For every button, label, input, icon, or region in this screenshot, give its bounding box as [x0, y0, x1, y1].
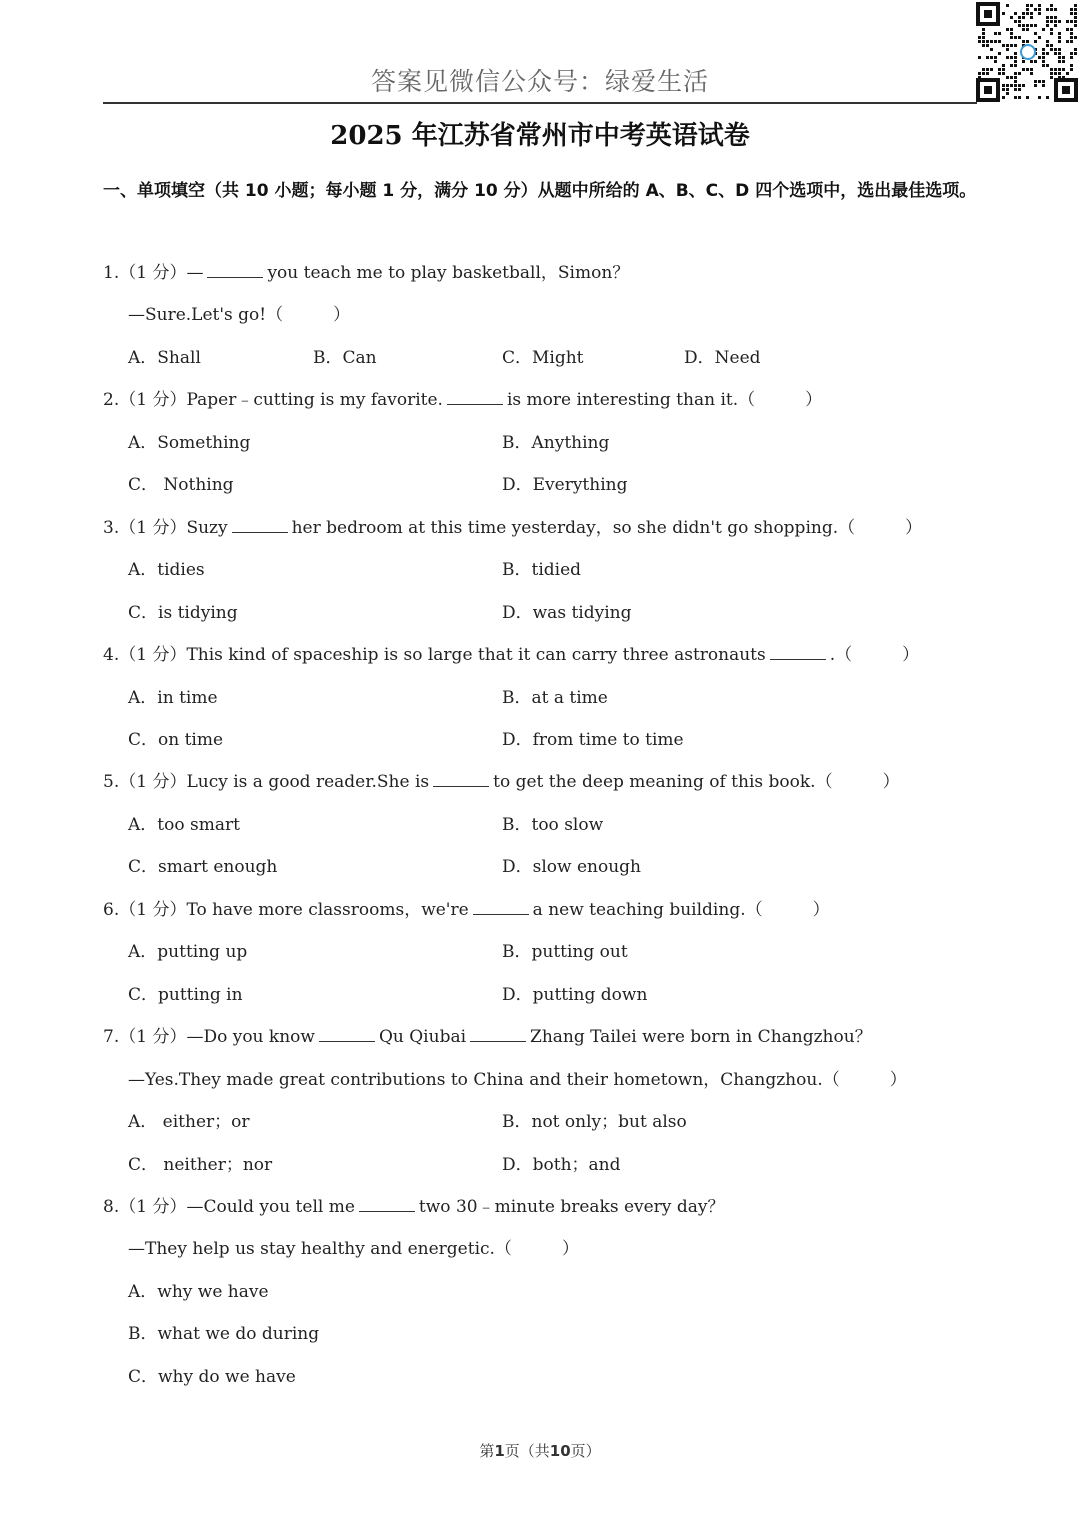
answer-blank: [470, 1027, 526, 1042]
answer-blank: [232, 518, 288, 533]
option-a: A．too smart: [128, 815, 240, 835]
question-number: 2.（1 分）: [103, 390, 187, 410]
question-1-reply: —Sure.Let's go!（ ）: [128, 305, 351, 325]
option-c: C． Nothing: [128, 475, 234, 495]
option-b: B．what we do during: [128, 1324, 320, 1344]
option-b: B．putting out: [502, 942, 628, 962]
option-c: C．on time: [128, 730, 224, 750]
question-number: 1.（1 分）: [103, 263, 187, 283]
option-d: D．was tidying: [502, 603, 632, 623]
question-number: 7.（1 分）: [103, 1027, 187, 1047]
header-divider: [103, 102, 977, 104]
option-c: C．Might: [502, 348, 584, 368]
exam-title: 2025 年江苏省常州市中考英语试卷: [330, 121, 750, 151]
option-b: B．not only；but also: [502, 1112, 687, 1132]
option-d: D．from time to time: [502, 730, 684, 750]
option-b: B．Anything: [502, 433, 610, 453]
question-5-stem: 5.（1 分）Lucy is a good reader.She is to get the deep meaning of this book.（ ）: [103, 772, 900, 792]
answer-blank: [433, 772, 489, 787]
question-7-stem: 7.（1 分）—Do you know Qu Qiubai Zhang Tailei were born in Changzhou？: [103, 1027, 872, 1047]
qr-code-icon: [976, 2, 1078, 102]
current-page: 1: [494, 1442, 505, 1460]
option-a: A．putting up: [128, 942, 248, 962]
option-b: B．tidied: [502, 560, 582, 580]
question-7-reply: —Yes.They made great contributions to China and their hometown，Changzhou.（ ）: [128, 1070, 907, 1090]
option-c: C．is tidying: [128, 603, 238, 623]
option-b: B．Can: [313, 348, 377, 368]
header-text: 答案见微信公众号：绿爱生活: [370, 67, 709, 96]
section-instruction: 一、单项填空（共 10 小题；每小题 1 分，满分 10 分）从题中所给的 A、B、C、D 四个选项中，选出最佳选项。: [103, 181, 977, 201]
option-c: C．why do we have: [128, 1367, 296, 1387]
question-6-stem: 6.（1 分）To have more classrooms，we're a new teaching building.（ ）: [103, 900, 830, 920]
page-footer: 第1页（共10页）: [479, 1442, 601, 1460]
option-d: D．Need: [684, 348, 761, 368]
total-pages: 10: [549, 1442, 571, 1460]
option-c: C．smart enough: [128, 857, 278, 877]
option-d: D．slow enough: [502, 857, 642, 877]
question-number: 4.（1 分）: [103, 645, 187, 665]
answer-blank: [207, 263, 263, 278]
answer-blank: [319, 1027, 375, 1042]
question-8-reply: —They help us stay healthy and energetic.（ ）: [128, 1239, 579, 1259]
question-number: 3.（1 分）: [103, 518, 187, 538]
option-a: A．tidies: [128, 560, 205, 580]
option-c: C．putting in: [128, 985, 243, 1005]
option-a: A． either；or: [128, 1112, 250, 1132]
option-b: B．too slow: [502, 815, 604, 835]
question-4-stem: 4.（1 分）This kind of spaceship is so large that it can carry three astronauts .（ ）: [103, 645, 920, 665]
option-d: D．Everything: [502, 475, 628, 495]
question-3-stem: 3.（1 分）Suzy her bedroom at this time yesterday，so she didn't go shopping.（ ）: [103, 518, 923, 538]
option-a: A．why we have: [128, 1282, 269, 1302]
answer-blank: [770, 645, 826, 660]
answer-blank: [473, 900, 529, 915]
option-a: A．in time: [128, 688, 218, 708]
question-1-stem: 1.（1 分）— you teach me to play basketball，Simon？: [103, 263, 630, 283]
option-b: B．at a time: [502, 688, 608, 708]
option-a: A．Something: [128, 433, 251, 453]
answer-blank: [447, 390, 503, 405]
option-c: C． neither；nor: [128, 1155, 273, 1175]
question-number: 5.（1 分）: [103, 772, 187, 792]
question-8-stem: 8.（1 分）—Could you tell me two 30﹣minute breaks every day？: [103, 1197, 725, 1217]
question-2-stem: 2.（1 分）Paper﹣cutting is my favorite. is more interesting than it.（ ）: [103, 390, 823, 410]
question-number: 6.（1 分）: [103, 900, 187, 920]
option-d: D．putting down: [502, 985, 648, 1005]
answer-blank: [359, 1197, 415, 1212]
option-a: A．Shall: [128, 348, 201, 368]
question-number: 8.（1 分）: [103, 1197, 187, 1217]
option-d: D．both；and: [502, 1155, 621, 1175]
